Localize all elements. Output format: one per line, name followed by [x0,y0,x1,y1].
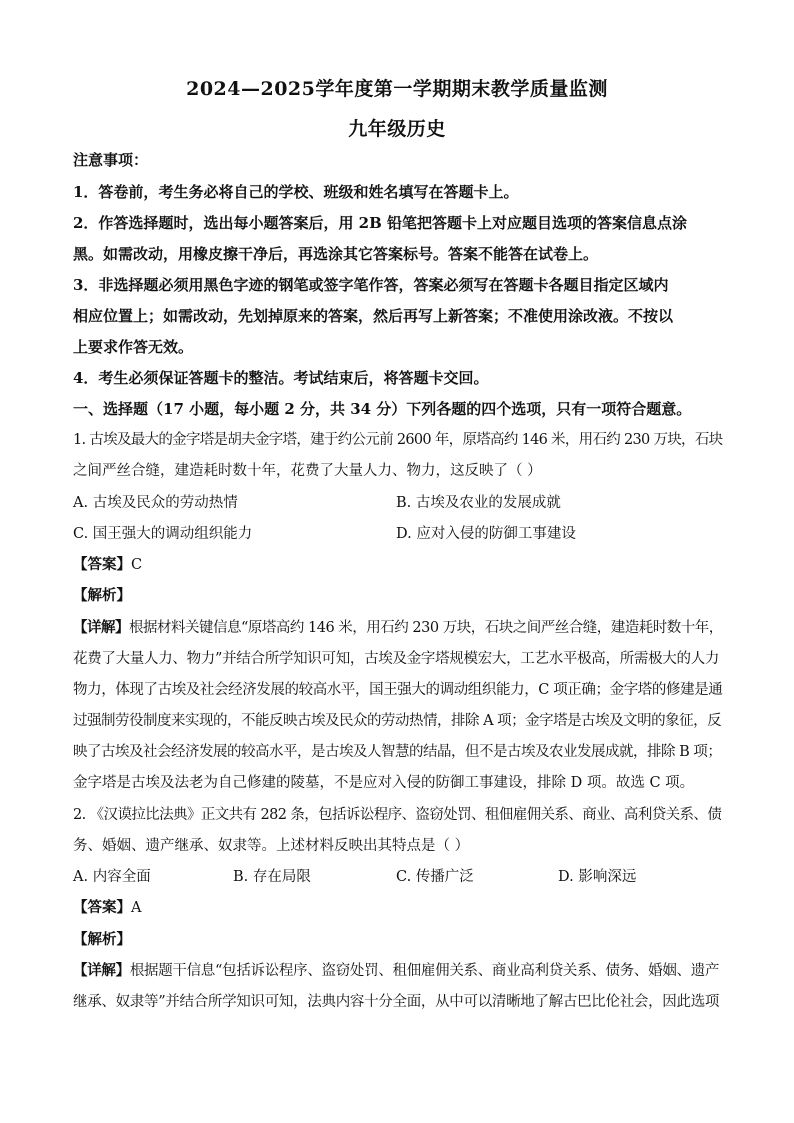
q1-detail-line: 物力，体现了古埃及社会经济发展的较高水平，国王强大的调动组织能力，C 项正确；金字塔的修建是通 [73,682,723,698]
detail-label: 【详解】 [73,619,129,636]
section-heading: 一、选择题（17 小题，每小题 2 分，共 34 分）下列各题的四个选项，只有一项符合题意。 [73,400,692,418]
q1-option-a: A. 古埃及民众的劳动热情 [73,495,238,511]
notice-item-2-cont: 黑。如需改动，用橡皮擦干净后，再选涂其它答案标号。答案不能答在试卷上。 [73,245,599,263]
q1-detail-line: 金字塔是古埃及法老为自己修建的陵墓，不是应对入侵的防御工事建设，排除 D 项。故选 C 项。 [73,775,695,791]
notice-item-4: 4．考生必须保证答题卡的整洁。考试结束后，将答题卡交回。 [73,369,489,387]
q2-detail-line: 继承、奴隶等”并结合所学知识可知，法典内容十分全面，从中可以清晰地了解古巴比伦社会，因此选项 [73,994,720,1010]
notice-item-1: 1．答卷前，考生务必将自己的学校、班级和姓名填写在答题卡上。 [73,183,519,201]
q2-analysis-label [73,930,723,950]
q1-analysis-label [73,586,723,606]
notice-item-3: 3．非选择题必须用黑色字迹的钢笔或签字笔作答，答案必须写在答题卡各题目指定区域内 [73,276,669,294]
notice-item-3-cont: 相应位置上；如需改动，先划掉原来的答案，然后再写上新答案；不准使用涂改液。不按以 [73,307,674,325]
analysis-label: 【解析】 [73,931,131,948]
q1-detail-line: 映了古埃及社会经济发展的较高水平，是古埃及人智慧的结晶，但不是古埃及农业发展成就，排除 B 项； [73,744,722,760]
q2-option-b: B. 存在局限 [233,869,311,885]
notice-heading: 注意事项： [73,151,149,169]
exam-subtitle: 九年级历史 [348,118,446,140]
answer-value: C [131,557,143,573]
detail-label: 【详解】 [73,962,130,979]
notice-item-2: 2．作答选择题时，选出每小题答案后，用 2B 铅笔把答题卡上对应题目选项的答案信息点涂 [73,214,688,232]
q1-option-b: B. 古埃及农业的发展成就 [396,495,561,511]
analysis-label: 【解析】 [73,587,131,604]
q1-stem-line: 1. 古埃及最大的金字塔是胡夫金字塔，建于约公元前 2600 年，原塔高约 146 米，用石约 230 万块，石块 [73,432,723,448]
q1-detail-line: 过强制劳役制度来实现的，不能反映古埃及民众的劳动热情，排除 A 项；金字塔是古埃及文明的象征，反 [73,713,722,729]
q1-detail-line [73,618,723,638]
q1-option-d: D. 应对入侵的防御工事建设 [396,526,576,542]
q2-option-c: C. 传播广泛 [396,869,474,885]
exam-title: 2024—2025学年度第一学期期末教学质量监测 [186,78,608,100]
detail-text: 根据材料关键信息“原塔高约 146 米，用石约 230 万块，石块之间严丝合缝，建造耗时数十年， [129,620,723,636]
q2-stem-line: 务、婚姻、遗产继承、奴隶等。上述材料反映出其特点是（ ） [73,838,470,854]
q1-option-c: C. 国王强大的调动组织能力 [73,526,253,542]
q1-detail-line: 花费了大量人力、物力”并结合所学知识可知，古埃及金字塔规模宏大，工艺水平极高，所需极大的人力 [73,651,720,667]
q2-option-d: D. 影响深远 [558,869,637,885]
answer-label: 【答案】 [73,899,131,916]
q2-answer [73,898,723,918]
q1-answer [73,555,723,575]
q2-detail-line [73,961,723,981]
answer-label: 【答案】 [73,556,131,573]
notice-item-3-cont2: 上要求作答无效。 [73,338,194,356]
q2-stem-line: 2. 《汉谟拉比法典》正文共有 282 条，包括诉讼程序、盗窃处罚、租佃雇佣关系、商业、高利贷关系、债 [73,807,722,823]
answer-value: A [131,900,142,916]
detail-text: 根据题干信息“包括诉讼程序、盗窃处罚、租佃雇佣关系、商业高利贷关系、债务、婚姻、遗产 [129,963,720,979]
q2-option-a: A. 内容全面 [73,869,151,885]
q1-stem-line: 之间严丝合缝，建造耗时数十年，花费了大量人力、物力，这反映了（ ） [73,463,542,479]
